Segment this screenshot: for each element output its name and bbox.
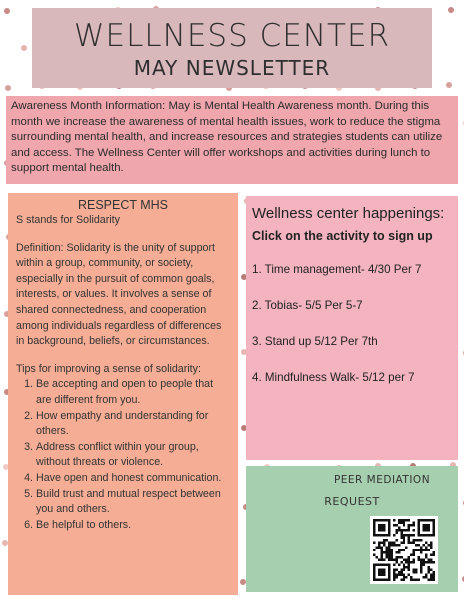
happenings-title: Wellness center happenings: xyxy=(252,205,445,222)
respect-definition: Definition: Solidarity is the unity of support within a group, community, or society, especially in the pursuit of common goals, interests, or values. It involves a sense of shared connectedness, and cooperation among individuals regardless of differences in background, beliefs, or circumstances. xyxy=(16,241,222,348)
happenings-subtitle: Click on the activity to sign up xyxy=(252,229,433,243)
activity-stand-up-link[interactable]: 3. Stand up 5/12 Per 7th xyxy=(252,335,378,348)
tip-item: 3. Address conflict within your group, without threats or violence. xyxy=(36,440,230,471)
background-dot xyxy=(5,85,11,91)
respect-mhs-panel xyxy=(8,193,238,595)
respect-title: RESPECT MHS xyxy=(77,198,169,212)
tips-list xyxy=(16,377,230,533)
tip-item: 4. Have open and honest communication. xyxy=(36,471,230,487)
page-subtitle: MAY NEWSLETTER xyxy=(133,56,331,80)
background-dot xyxy=(446,82,452,88)
background-dot xyxy=(21,45,27,51)
newsletter-header xyxy=(32,8,432,88)
tip-item: 5. Build trust and mutual respect between you and others. xyxy=(36,487,230,518)
tip-item: 6. Be helpful to others. xyxy=(36,518,230,534)
page-title: WELLNESS CENTER xyxy=(73,18,391,54)
background-dot xyxy=(448,7,454,13)
tip-item: 2. How empathy and understanding for others. xyxy=(36,409,230,440)
activity-tobias-link[interactable]: 2. Tobias- 5/5 Per 5-7 xyxy=(252,299,363,312)
activity-time-management-link[interactable]: 1. Time management- 4/30 Per 7 xyxy=(252,263,422,276)
happenings-panel xyxy=(246,196,458,460)
request-label: REQUEST xyxy=(324,495,380,508)
peer-mediation-label: PEER MEDIATION xyxy=(333,474,431,486)
activity-mindfulness-walk-link[interactable]: 4. Mindfulness Walk- 5/12 per 7 xyxy=(252,371,415,384)
peer-mediation-panel xyxy=(246,466,458,592)
awareness-month-panel xyxy=(6,96,458,184)
background-dot xyxy=(4,8,10,14)
respect-intro: S stands for Solidarity xyxy=(16,214,120,226)
tip-item: 1. Be accepting and open to people that are different from you. xyxy=(36,377,230,408)
awareness-text: Awareness Month Information: May is Mental Health Awareness month. During this month we increase the awareness of mental health issues, work to reduce the stigma surrounding mental health, and increase resources and strategies students can utilize and access. The Wellness Center will offer workshops and activities during lunch to support mental health. xyxy=(11,100,443,174)
tips-heading: Tips for improving a sense of solidarity: xyxy=(16,362,201,375)
qr-code-icon[interactable] xyxy=(370,516,438,584)
activity-list xyxy=(252,263,452,385)
